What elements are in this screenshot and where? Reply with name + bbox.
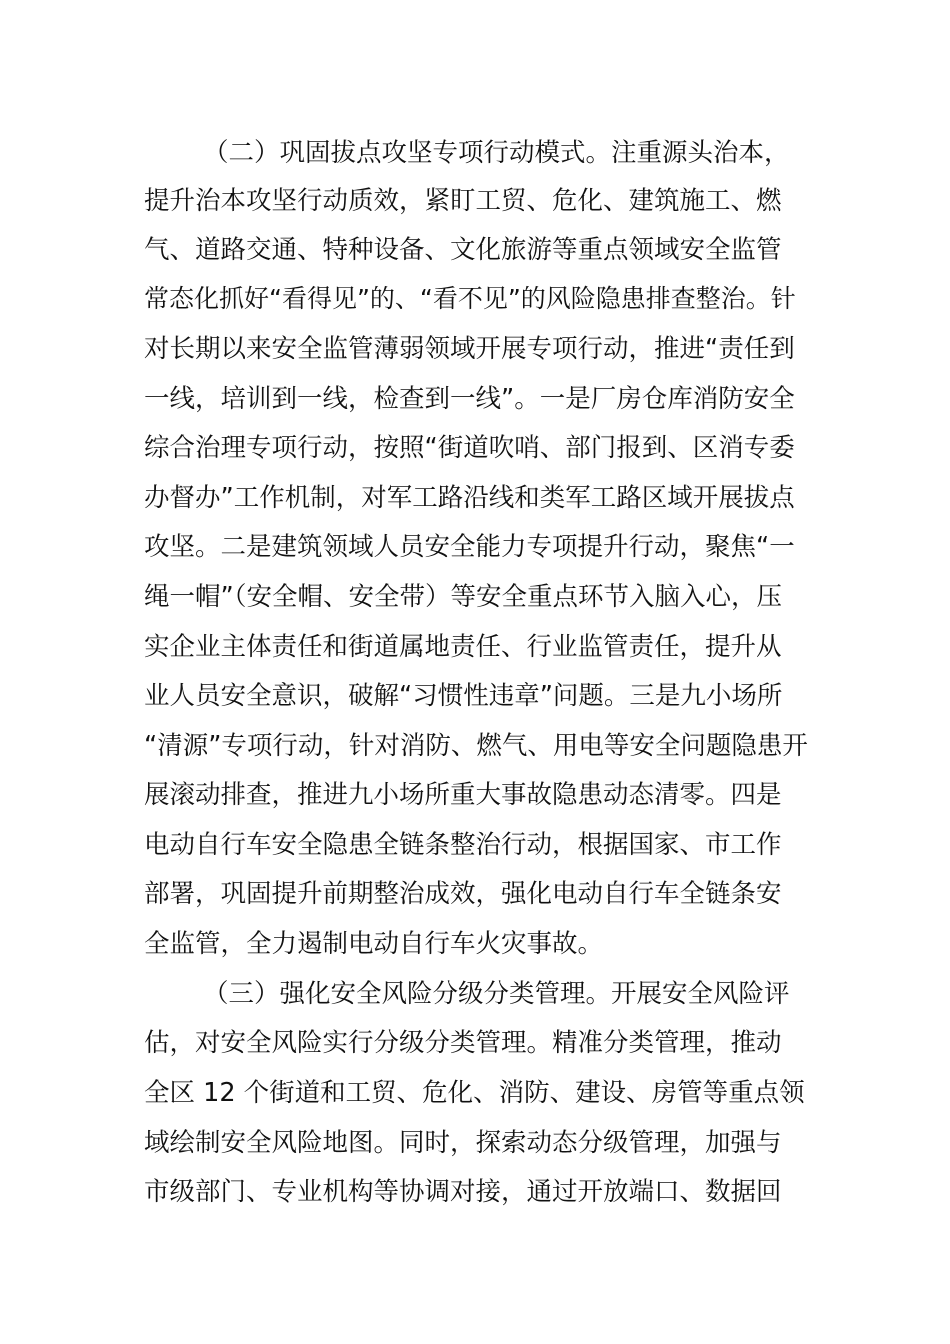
text-line: 常态化抓好“看得见”的、“看不见”的风险隐患排查整治。针: [144, 284, 796, 313]
text-line: 综合治理专项行动，按照“街道吹哨、部门报到、区消专委: [144, 433, 795, 463]
text-line: 市级部门、专业机构等协调对接，通过开放端口、数据回: [144, 1177, 782, 1207]
text-line: 部署，巩固提升前期整治成效，强化电动自行车全链条安: [144, 879, 782, 909]
text-line: “清源”专项行动，针对消防、燃气、用电等安全问题隐患开: [144, 731, 808, 761]
text-line: 提升治本攻坚行动质效，紧盯工贸、危化、建筑施工、燃: [144, 186, 782, 216]
text-line: 对长期以来安全监管薄弱领域开展专项行动，推进“责任到: [144, 334, 795, 364]
text-line: 域绘制安全风险地图。同时，探索动态分级管理，加强与: [144, 1128, 782, 1158]
text-line: 展滚动排查，推进九小场所重大事故隐患动态清零。四是: [144, 780, 782, 810]
text-line: 实企业主体责任和街道属地责任、行业监管责任，提升从: [144, 632, 782, 662]
text-line: 全监管，全力遏制电动自行车火灾事故。: [144, 929, 604, 959]
text-line: 全区 12 个街道和工贸、危化、消防、建设、房管等重点领: [144, 1078, 805, 1108]
text-line: 绳一帽”（安全帽、安全带）等安全重点环节入脑入心，压: [144, 582, 782, 612]
text-line: 业人员安全意识，破解“习惯性违章”问题。三是九小场所: [144, 681, 783, 711]
text-line: 攻坚。二是建筑领域人员安全能力专项提升行动，聚焦“一: [144, 532, 795, 562]
text-line: 电动自行车安全隐患全链条整治行动，根据国家、市工作: [144, 830, 782, 860]
text-line: （二）巩固拔点攻坚专项行动模式。注重源头治本，: [203, 138, 790, 168]
text-line: 办督办”工作机制，对军工路沿线和类军工路区域开展拔点: [144, 483, 795, 513]
text-line: 气、道路交通、特种设备、文化旅游等重点领域安全监管: [144, 235, 782, 265]
text-line: 估，对安全风险实行分级分类管理。精准分类管理，推动: [144, 1028, 782, 1058]
text-line: 一线，培训到一线，检查到一线”。一是厂房仓库消防安全: [144, 384, 795, 414]
text-line: （三）强化安全风险分级分类管理。开展安全风险评: [203, 979, 790, 1009]
